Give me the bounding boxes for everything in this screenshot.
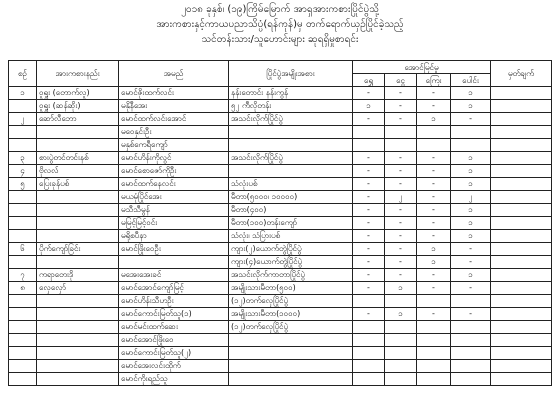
cell-sport: ကရာတေးဒို — [37, 269, 119, 282]
cell-no — [9, 321, 37, 334]
cell-gold — [353, 373, 385, 386]
cell-name: မောင်ကိုးရည်သူ — [119, 373, 229, 386]
cell-bronze: - — [417, 152, 451, 165]
cell-sport: ပြေးခုန်ပစ် — [37, 178, 119, 191]
cell-name: မောင်စောဇော်ကိုဦး — [119, 165, 229, 178]
cell-name: မောင်အောင်ကျော်မြင့် — [119, 282, 229, 295]
cell-silver — [385, 360, 417, 373]
cell-sport — [37, 334, 119, 347]
cell-name: မောင်ဖြိုးဝေဦး — [119, 243, 229, 256]
cell-event: အသင်းလိုက်ပြိုင်ပွဲ — [229, 113, 353, 126]
cell-gold: - — [353, 217, 385, 230]
cell-no — [9, 360, 37, 373]
table-row — [9, 334, 552, 347]
cell-silver — [385, 126, 417, 139]
table-row — [9, 126, 552, 139]
cell-event: (၁၂)တက်လှေပြိုင်ပွဲ — [229, 321, 353, 334]
cell-silver: - — [385, 113, 417, 126]
cell-remark — [491, 165, 552, 178]
table-row — [9, 243, 552, 256]
cell-gold: - — [353, 308, 385, 321]
cell-bronze — [417, 334, 451, 347]
table-row — [9, 360, 552, 373]
cell-silver — [385, 295, 417, 308]
cell-event: မီတာ(၅၀၀၀၊ ၁၀၀၀၀) — [229, 191, 353, 204]
table-row — [9, 113, 552, 126]
cell-silver: - — [385, 243, 417, 256]
cell-event: ကျား(၂)ယောက်တွဲပြိုင်ပွဲ — [229, 243, 353, 256]
col-header-sport: အားကစားနည်း — [37, 61, 119, 87]
cell-silver: - — [385, 256, 417, 269]
cell-event — [229, 139, 353, 152]
cell-pass: - — [451, 256, 491, 269]
cell-no — [9, 230, 37, 243]
cell-sport — [37, 217, 119, 230]
cell-pass — [451, 347, 491, 360]
col-header-bronze: ကြေး — [417, 74, 451, 87]
cell-event — [229, 373, 353, 386]
table-row — [9, 256, 552, 269]
table-body — [9, 87, 552, 386]
col-header-silver: ငွေ — [385, 74, 417, 87]
cell-remark — [491, 178, 552, 191]
cell-sport: ဗိုလလ် — [37, 165, 119, 178]
cell-silver — [385, 334, 417, 347]
cell-remark — [491, 347, 552, 360]
cell-bronze: - — [417, 230, 451, 243]
table-row — [9, 191, 552, 204]
cell-gold: - — [353, 87, 385, 100]
cell-no — [9, 100, 37, 113]
cell-bronze: ၁ — [417, 256, 451, 269]
col-header-event: ပြိုင်ပွဲအမျိုးအစား — [229, 61, 353, 87]
cell-gold: - — [353, 191, 385, 204]
cell-silver: - — [385, 178, 417, 191]
col-header-remark: မှတ်ချက် — [491, 61, 552, 87]
cell-sport: စားပွဲတင်တင်းနစ် — [37, 152, 119, 165]
cell-bronze: - — [417, 165, 451, 178]
cell-event — [229, 334, 353, 347]
cell-bronze — [417, 347, 451, 360]
table-row — [9, 152, 552, 165]
table-row — [9, 347, 552, 360]
cell-pass: ၁ — [451, 217, 491, 230]
cell-bronze: - — [417, 204, 451, 217]
cell-name: မောင်မင်းထက်ဆေး — [119, 321, 229, 334]
cell-remark — [491, 126, 552, 139]
cell-remark — [491, 256, 552, 269]
cell-sport: ဆော်လီဘော — [37, 113, 119, 126]
cell-event: ၅၂ ကီလိုတန်း — [229, 100, 353, 113]
col-header-no: စဉ် — [9, 61, 37, 87]
cell-silver: ၁ — [385, 308, 417, 321]
cell-gold: - — [353, 230, 385, 243]
cell-silver — [385, 347, 417, 360]
table-row — [9, 178, 552, 191]
cell-sport — [37, 139, 119, 152]
cell-name: မောင်ထက်လင်းအောင် — [119, 113, 229, 126]
cell-remark — [491, 334, 552, 347]
cell-no: ၆ — [9, 243, 37, 256]
cell-no: ၇ — [9, 269, 37, 282]
cell-no: ၅ — [9, 178, 37, 191]
cell-remark — [491, 217, 552, 230]
cell-no: ၁ — [9, 87, 37, 100]
cell-event: ကျား(၄)ယောက်တွဲပြိုင်ပွဲ — [229, 256, 353, 269]
cell-gold: - — [353, 152, 385, 165]
cell-no: ၈ — [9, 282, 37, 295]
cell-gold: - — [353, 269, 385, 282]
cell-remark — [491, 139, 552, 152]
cell-pass — [451, 321, 491, 334]
cell-gold: ၁ — [353, 100, 385, 113]
cell-pass: - — [451, 243, 491, 256]
cell-silver: - — [385, 204, 417, 217]
cell-bronze: - — [417, 191, 451, 204]
cell-name: မောင်ဇိုးထက်လင်း — [119, 87, 229, 100]
cell-name: မောင်အေးလင်းထိုက် — [119, 360, 229, 373]
cell-pass: - — [451, 113, 491, 126]
cell-remark — [491, 230, 552, 243]
cell-event: နန်းတောင်း နန်းကွန် — [229, 87, 353, 100]
cell-bronze: - — [417, 217, 451, 230]
cell-name: မနှစ်ကေရီကျော် — [119, 139, 229, 152]
cell-no: ၂ — [9, 113, 37, 126]
results-table — [8, 60, 552, 386]
cell-no — [9, 126, 37, 139]
cell-pass: ၂ — [451, 191, 491, 204]
col-header-pass: ပေါင်း — [451, 74, 491, 87]
cell-sport — [37, 256, 119, 269]
cell-gold: - — [353, 178, 385, 191]
cell-remark — [491, 282, 552, 295]
cell-gold — [353, 347, 385, 360]
cell-name: မောင်ကောင်းမြတ်သူ(၂) — [119, 347, 229, 360]
table-row — [9, 217, 552, 230]
cell-name: မောင်ထက်နေလင်း — [119, 178, 229, 191]
table-row — [9, 321, 552, 334]
cell-gold: - — [353, 282, 385, 295]
cell-remark — [491, 243, 552, 256]
cell-silver — [385, 321, 417, 334]
cell-gold: - — [353, 243, 385, 256]
cell-remark — [491, 100, 552, 113]
cell-bronze — [417, 373, 451, 386]
header-line-2: အားကစားနှင့်ကာယပညာသိပ္ပံ(ရန်ကုန်)မှ တက်ရောက်ယှဉ်ပြိုင်ခဲ့သည့် — [156, 19, 404, 30]
cell-remark — [491, 308, 552, 321]
cell-remark — [491, 113, 552, 126]
table-row — [9, 165, 552, 178]
cell-silver: - — [385, 87, 417, 100]
cell-sport: လှေလှော် — [37, 282, 119, 295]
table-row — [9, 230, 552, 243]
cell-bronze — [417, 360, 451, 373]
cell-remark — [491, 152, 552, 165]
cell-no: ၄ — [9, 165, 37, 178]
cell-sport — [37, 308, 119, 321]
cell-pass: ၁ — [451, 204, 491, 217]
cell-silver: - — [385, 269, 417, 282]
cell-sport — [37, 126, 119, 139]
cell-no — [9, 139, 37, 152]
cell-event — [229, 360, 353, 373]
cell-gold — [353, 139, 385, 152]
cell-gold: - — [353, 165, 385, 178]
table-row — [9, 139, 552, 152]
cell-remark — [491, 373, 552, 386]
cell-event: သံလုံးပစ် — [229, 178, 353, 191]
cell-remark — [491, 321, 552, 334]
cell-event: မီတာ(၄၀၀) — [229, 204, 353, 217]
cell-sport — [37, 360, 119, 373]
table-row — [9, 204, 552, 217]
cell-name: မနိုနီအေး — [119, 100, 229, 113]
cell-event — [229, 347, 353, 360]
cell-event: အသင်းလိုက်ပြိုင်ပွဲ — [229, 152, 353, 165]
table-row — [9, 269, 552, 282]
cell-name: မောင်ကောင်းမြတ်သူ(၁) — [119, 308, 229, 321]
cell-pass — [451, 334, 491, 347]
cell-name: မသီသီမွန် — [119, 204, 229, 217]
cell-name: မယမုံပြိုင်အေး — [119, 191, 229, 204]
cell-gold: - — [353, 256, 385, 269]
cell-silver: - — [385, 165, 417, 178]
cell-silver: ၁ — [385, 282, 417, 295]
cell-gold — [353, 321, 385, 334]
cell-event — [229, 165, 353, 178]
cell-pass: - — [451, 282, 491, 295]
cell-pass: ၁ — [451, 178, 491, 191]
cell-event: အမျိုးသားမီတာ(၁၀၀၀) — [229, 308, 353, 321]
cell-no — [9, 334, 37, 347]
cell-sport: ဝူရှူး (တောက်လူ) — [37, 87, 119, 100]
cell-pass: ၁ — [451, 87, 491, 100]
cell-silver: - — [385, 217, 417, 230]
cell-event: (၁၂)တက်လှေပြိုင်ပွဲ — [229, 295, 353, 308]
cell-silver: - — [385, 230, 417, 243]
cell-event: သံလုံး၊ သံပြားပစ် — [229, 230, 353, 243]
cell-pass: ၁ — [451, 100, 491, 113]
cell-no — [9, 204, 37, 217]
cell-no — [9, 373, 37, 386]
cell-sport — [37, 373, 119, 386]
cell-bronze: - — [417, 100, 451, 113]
table-row — [9, 295, 552, 308]
cell-event: မီတာ(၁၀၀)တန်းကျော် — [229, 217, 353, 230]
cell-pass — [451, 126, 491, 139]
header-line-1: ၂၀၁၈ ခုနှစ်၊ (၁၉)ကြိမ်မြောက် အာရှအားကစားပြိုင်ပွဲသို့ — [181, 4, 379, 15]
cell-name: မအေးအေးခင် — [119, 269, 229, 282]
col-header-medals: အောင်မြင်မှု — [353, 61, 491, 74]
cell-no — [9, 347, 37, 360]
cell-bronze: - — [417, 269, 451, 282]
cell-sport — [37, 191, 119, 204]
cell-name: မောင်ဟိန်းကိုလွင် — [119, 152, 229, 165]
cell-pass — [451, 360, 491, 373]
cell-pass: ၁ — [451, 230, 491, 243]
col-header-gold: ရွှေ — [353, 74, 385, 87]
cell-gold: - — [353, 113, 385, 126]
cell-remark — [491, 295, 552, 308]
cell-pass — [451, 373, 491, 386]
cell-pass: - — [451, 308, 491, 321]
cell-bronze: - — [417, 308, 451, 321]
cell-remark — [491, 360, 552, 373]
cell-gold — [353, 295, 385, 308]
cell-name: မောင်အောင်ဖြိုးဝေ — [119, 334, 229, 347]
cell-bronze: - — [417, 178, 451, 191]
cell-silver: - — [385, 100, 417, 113]
cell-remark — [491, 191, 552, 204]
cell-sport — [37, 295, 119, 308]
cell-bronze: ၁ — [417, 243, 451, 256]
cell-no — [9, 308, 37, 321]
table-row — [9, 87, 552, 100]
cell-pass: ၁ — [451, 152, 491, 165]
cell-event: အသင်းလိုက်ကာတာပြိုင်ပွဲ — [229, 269, 353, 282]
cell-no — [9, 217, 37, 230]
cell-remark — [491, 204, 552, 217]
document-header — [0, 2, 560, 47]
cell-sport: ဝူရှူး (ဆန်ဆိုး) — [37, 100, 119, 113]
table-row — [9, 100, 552, 113]
cell-name: မရိုစပီနာ — [119, 230, 229, 243]
col-header-name: အမည် — [119, 61, 229, 87]
table-header — [9, 61, 552, 87]
cell-event: အမျိုးသားမီတာ(၅၀၀) — [229, 282, 353, 295]
cell-sport — [37, 230, 119, 243]
cell-remark — [491, 87, 552, 100]
cell-bronze — [417, 139, 451, 152]
table-row — [9, 308, 552, 321]
cell-no — [9, 295, 37, 308]
cell-gold — [353, 334, 385, 347]
cell-bronze: - — [417, 282, 451, 295]
cell-remark — [491, 269, 552, 282]
cell-event — [229, 126, 353, 139]
cell-silver — [385, 373, 417, 386]
cell-bronze — [417, 321, 451, 334]
cell-pass — [451, 139, 491, 152]
table-row — [9, 282, 552, 295]
cell-name: မောင်ဟိန်းသီဟဦး — [119, 295, 229, 308]
cell-bronze: ၁ — [417, 113, 451, 126]
cell-sport — [37, 321, 119, 334]
cell-no — [9, 191, 37, 204]
cell-sport: ပိုက်ကျော်ခြင်း — [37, 243, 119, 256]
cell-gold: - — [353, 204, 385, 217]
cell-bronze — [417, 126, 451, 139]
header-line-3: သင်တန်းသား/သူဟောင်းများ ဆုရရှိမှုစာရင်း — [201, 34, 359, 45]
cell-name: မမြင့်မြင့်ဝင်း — [119, 217, 229, 230]
cell-no: ၃ — [9, 152, 37, 165]
cell-gold — [353, 126, 385, 139]
cell-name — [119, 256, 229, 269]
cell-sport — [37, 204, 119, 217]
cell-no — [9, 256, 37, 269]
cell-silver — [385, 139, 417, 152]
cell-gold — [353, 360, 385, 373]
cell-sport — [37, 347, 119, 360]
cell-silver: ၂ — [385, 191, 417, 204]
cell-name: မဝေနှင်းဦး — [119, 126, 229, 139]
cell-pass: ၁ — [451, 269, 491, 282]
cell-bronze: - — [417, 87, 451, 100]
cell-silver: - — [385, 152, 417, 165]
cell-pass — [451, 295, 491, 308]
table-row — [9, 373, 552, 386]
cell-pass: ၁ — [451, 165, 491, 178]
cell-bronze — [417, 295, 451, 308]
